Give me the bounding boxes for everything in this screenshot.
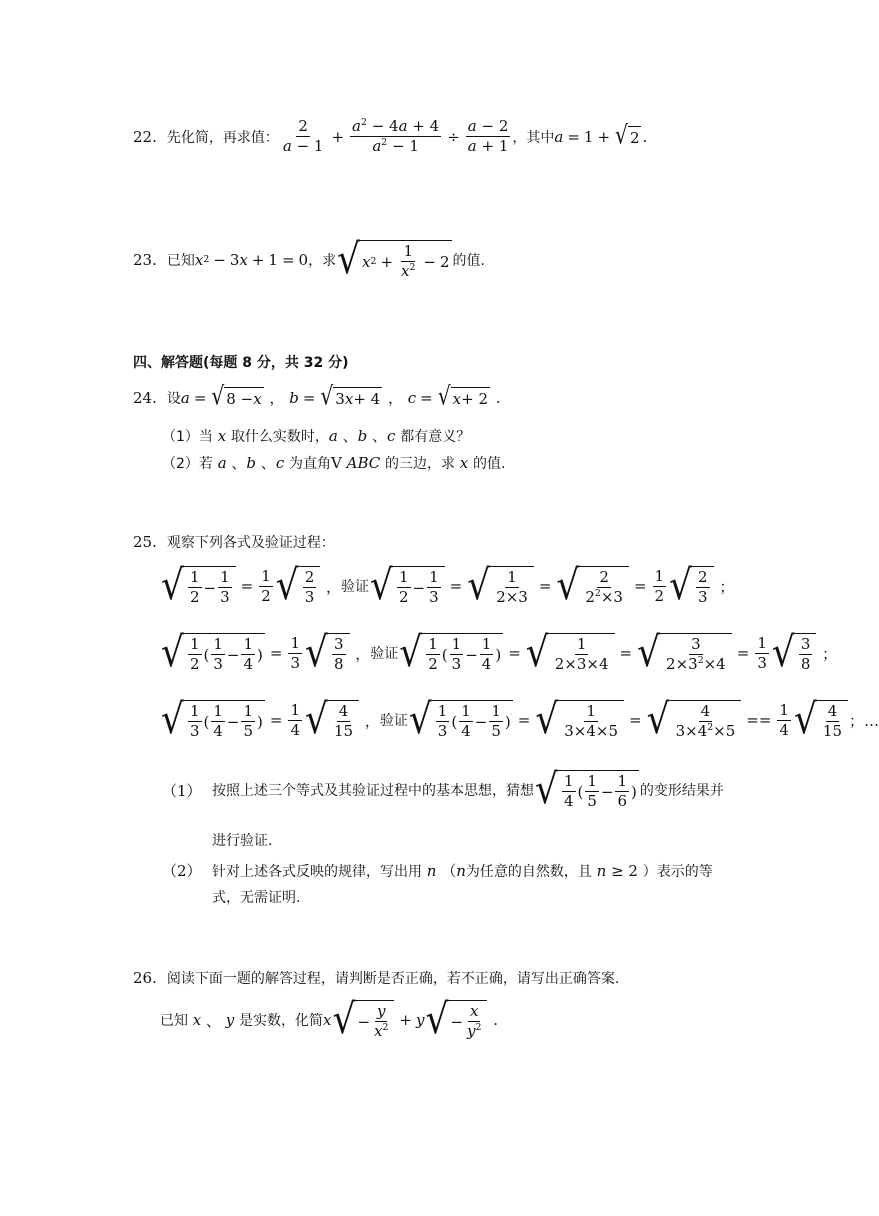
question-25: 25. 观察下列各式及验证过程： xyxy=(133,533,335,551)
question-24-part-2: （2）若 a 、 b 、 c 为直角 V ABC 的三边，求 x 的值. xyxy=(162,453,506,472)
fraction: $\frac{a - 2}{a + 1}$ xyxy=(467,117,509,156)
question-25-sub-1: （1） 按照上述三个等式及其验证过程中的基本思想，猜想 √ $\frac{1}{4}$ ( $\frac{1}{5}$ − $\frac{1}{6}$ ) 的变形结果并 xyxy=(162,765,724,813)
radical: √ x 2 + $\frac{1}{x^2}$ − 2 xyxy=(337,235,450,283)
question-25-sub-1-cont: 进行验证. xyxy=(212,833,273,849)
question-23: 23. 已知 x 2 − 3 x + 1 = 0 ，求 √ x 2 + $\frac{1}{x^2}$ − 2 的值. xyxy=(133,235,485,283)
question-24-part-1: （1）当 x 取什么实数时， a 、 b 、 c 都有意义？ xyxy=(162,426,471,445)
question-26-line-2: 已知 x 、 y 是实数，化简 x √ − $\frac{y}{x^2}$ + y √ − $\frac{x}{y^2}$ . xyxy=(160,995,498,1043)
fraction: $\frac{a^2 - 4a + 4}{a^2 - 1}$ xyxy=(352,117,440,156)
fraction: $\frac{2}{a - 1}$ xyxy=(282,117,324,156)
question-26: 26. 阅读下面一题的解答过程，请判断是否正确，若不正确，请写出正确答案. xyxy=(133,969,620,987)
question-25-sub-2-cont: 式，无需证明. xyxy=(212,890,301,906)
question-text: 先化简，再求值： xyxy=(166,129,279,146)
equation-row-1: √ $\frac{1}{2}$ − $\frac{1}{3}$ = $\frac{1}{2}$ √ $\frac{2}{3}$ ， 验证 √ $\frac{1}{2}$ − $\frac{1}{3}$ = √ $\frac{1}{2\times 3}$ = √ $\frac{2}{2^2\times 3}$ = $\frac{1}{2}$ √ $\frac{2}{3}$ ； xyxy=(161,561,735,609)
equation-row-3: √ $\frac{1}{3}$ ( $\frac{1}{4}$ − $\frac{1}{5}$ ) = $\frac{1}{4}$ √ $\frac{4}{15}$ ， 验证 √ $\frac{1}{3}$ ( $\frac{1}{4}$ − $\frac{1}{5}$ ) = √ $\frac{1}{3\times 4\times 5}$ = √ $\frac{4}{3\times 4^2\times 5}$ == $\frac{1}{4}$ √ $\frac{4}{15}$ ；… xyxy=(161,695,879,743)
question-number: 22. xyxy=(133,127,157,146)
section-title: 四、解答题(每题 8 分，共 32 分) xyxy=(133,355,349,371)
question-number: 23. xyxy=(133,251,157,270)
question-24: 24. 设 a = √ 8 − x ， b = √ 3 x + 4 ， c = √ x + 2 . xyxy=(133,380,501,411)
question-22: 22. 先化简，再求值： $\frac{2}{a - 1}$ + $\frac{a^2 - 4a + 4}{a^2 - 1}$ ÷ $\frac{a - 2}{a + 1}$ ，其中 a = 1 + √ 2 . xyxy=(133,117,648,156)
question-25-sub-2: （2） 针对上述各式反映的规律，写出用 n （ n 为任意的自然数，且 n ≥ 2 ）表示的等 xyxy=(162,861,713,880)
equation-row-2: √ $\frac{1}{2}$ ( $\frac{1}{3}$ − $\frac{1}{4}$ ) = $\frac{1}{3}$ √ $\frac{3}{8}$ ， 验证 √ $\frac{1}{2}$ ( $\frac{1}{3}$ − $\frac{1}{4}$ ) = √ $\frac{1}{2\times 3\times 4}$ = √ $\frac{3}{2\times 3^2\times 4}$ = $\frac{1}{3}$ √ $\frac{3}{8}$ ； xyxy=(161,628,838,676)
